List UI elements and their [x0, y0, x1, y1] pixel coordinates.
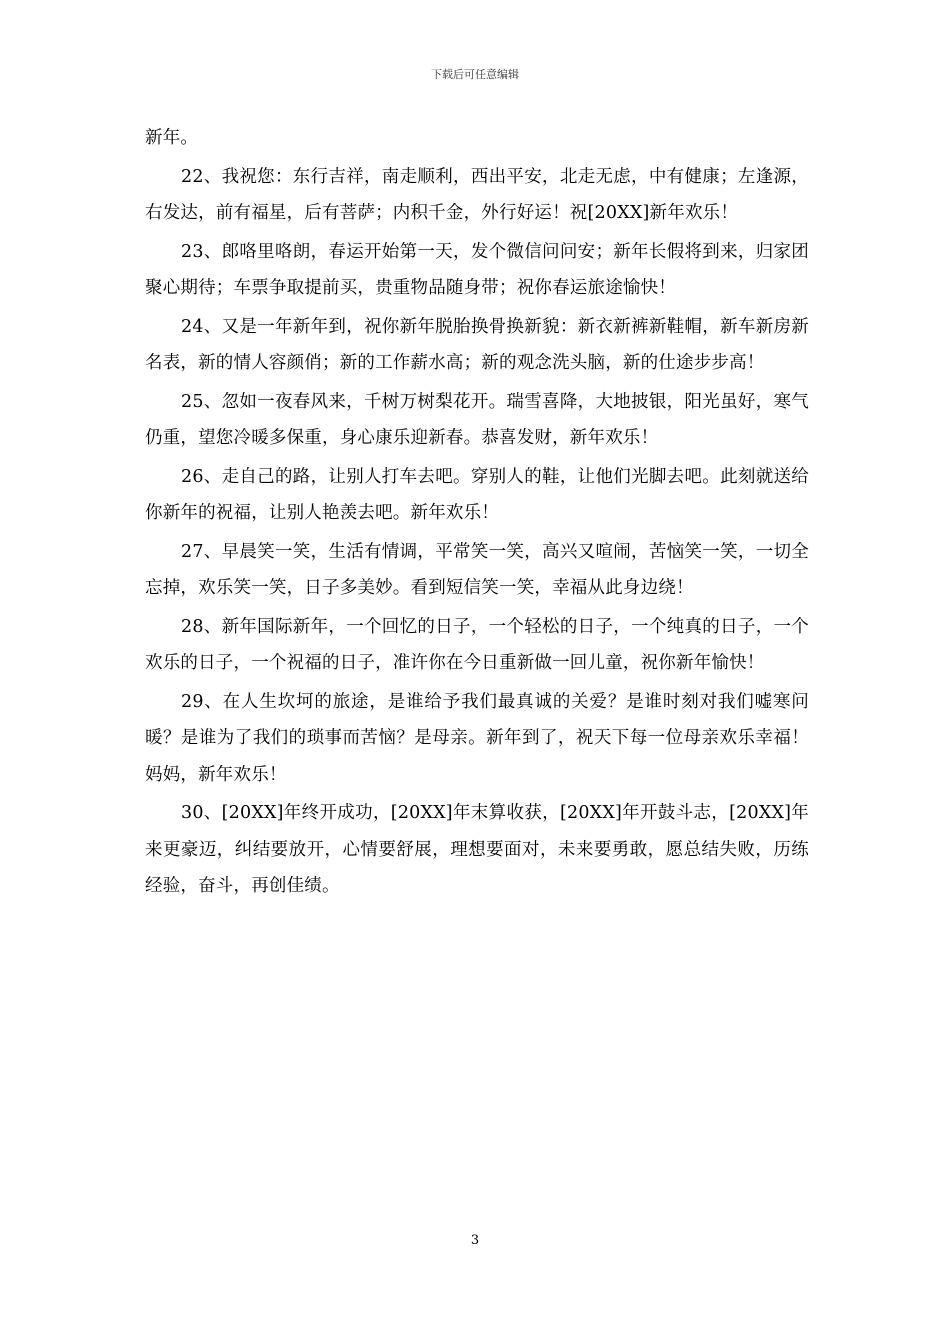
- paragraph-30: 30、[20XX]年终开成功，[20XX]年末算收获，[20XX]年开鼓斗志，[20XX]年来更豪迈，纠结要放开，心情要舒展，理想要面对，未来要勇敢，愿总结失败，历练经验，奋斗，再创佳绩。: [145, 803, 809, 896]
- paragraph-22: 22、我祝您：东行吉祥，南走顺利，西出平安，北走无虑，中有健康；左逢源，右发达，前有福星，后有菩萨；内积千金，外行好运！祝[20XX]新年欢乐！: [145, 166, 809, 223]
- paragraph-29: 29、在人生坎坷的旅途，是谁给予我们最真诚的关爱？是谁时刻对我们嘘寒问暖？是谁为了我们的琐事而苦恼？是母亲。新年到了，祝天下每一位母亲欢乐幸福！妈妈，新年欢乐！: [145, 691, 809, 785]
- paragraph-23: 23、郎咯里咯朗，春运开始第一天，发个微信问问安；新年长假将到来，归家团聚心期待；车票争取提前买，贵重物品随身带；祝你春运旅途愉快！: [145, 241, 809, 298]
- paragraph-27: 27、早晨笑一笑，生活有情调，平常笑一笑，高兴又喧闹，苦恼笑一笑，一切全忘掉，欢乐笑一笑，日子多美妙。看到短信笑一笑，幸福从此身边绕！: [145, 541, 809, 598]
- paragraph-24: 24、又是一年新年到，祝你新年脱胎换骨换新貌：新衣新裤新鞋帽，新车新房新名表，新的情人容颜俏；新的工作薪水高；新的观念洗头脑，新的仕途步步高！: [145, 316, 809, 373]
- paragraph-continuation: 新年。: [145, 128, 199, 148]
- page-number: 3: [470, 1233, 480, 1248]
- document-body: [145, 120, 809, 907]
- page-header: 下载后可任意编辑: [431, 68, 519, 81]
- paragraph-26: 26、走自己的路，让别人打车去吧。穿别人的鞋，让他们光脚去吧。此刻就送给你新年的祝福，让别人艳羡去吧。新年欢乐！: [145, 466, 809, 523]
- paragraph-25: 25、忽如一夜春风来，千树万树梨花开。瑞雪喜降，大地披银，阳光虽好，寒气仍重，望您冷暖多保重，身心康乐迎新春。恭喜发财，新年欢乐！: [145, 391, 809, 448]
- paragraph-28: 28、新年国际新年，一个回忆的日子，一个轻松的日子，一个纯真的日子，一个欢乐的日子，一个祝福的日子，准许你在今日重新做一回儿童，祝你新年愉快！: [145, 616, 809, 673]
